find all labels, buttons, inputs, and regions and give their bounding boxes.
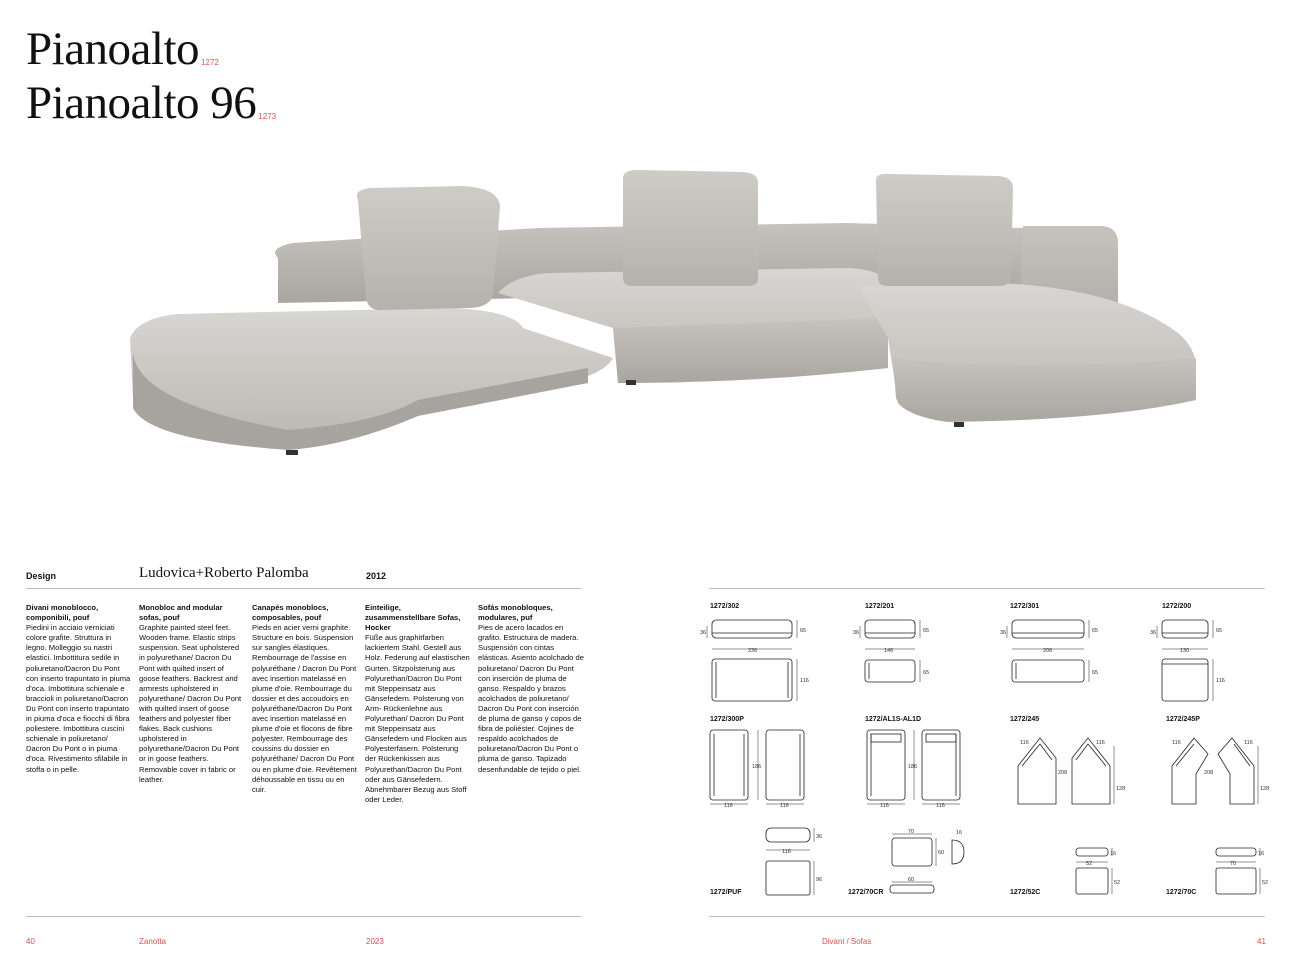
dim-label: 186 xyxy=(752,764,762,770)
dim-label: 116 xyxy=(800,678,809,684)
dim-label: 116 xyxy=(880,803,889,809)
dim-label: 116 xyxy=(724,803,733,809)
dim-label: 36 xyxy=(1000,630,1007,636)
dim-label: 208 xyxy=(1058,770,1068,776)
drawing-1272-PUF xyxy=(766,828,822,895)
divider-left xyxy=(26,588,581,589)
drawing-code: 1272/201 xyxy=(865,603,895,610)
dim-label: 36 xyxy=(700,630,707,636)
page-number-left: 40 xyxy=(26,937,35,946)
description-de xyxy=(365,603,471,805)
sofa-photo xyxy=(118,168,1208,468)
description-body: Graphite painted steel feet. Wooden frame. Elastic strips suspension. Seat upholstered in polyurethane/ Dacron Du Pont with quilted insert of goose feathers. Backrest and armrests upholstered in polyurethane/ Dacron Du Pont with quilted insert of goose feathers and polyester fiber flakes. Back cushions upholstered in polyurethane/Dacron Du Pont or in goose feathers. Removable cover in fabric or leather. xyxy=(139,623,242,784)
dim-label: 36 xyxy=(816,834,823,840)
dim-label: 96 xyxy=(816,877,823,883)
dim-label: 36 xyxy=(853,630,860,636)
dim-label: 128 xyxy=(1260,786,1270,792)
dim-label: 146 xyxy=(884,648,894,654)
dim-label: 16 xyxy=(1110,851,1117,857)
drawing-1272-AL1S-AL1D xyxy=(867,730,960,809)
description-heading: Sofás monobloques, modulares, puf xyxy=(478,603,553,623)
drawing-1272-302 xyxy=(700,620,809,701)
dim-label: 116 xyxy=(1216,678,1225,684)
drawing-1272-300P xyxy=(710,730,804,809)
dim-label: 116 xyxy=(1244,740,1253,746)
description-body: Pies de acero lacados en grafito. Estructura de madera. Suspensión con cintas elásticas. Asiento acolchado de poliuretano/ Dacron Du Pont con inserción de pluma de ganso. Respaldo y brazos acolchados de poliuretano/ Dacron Du Pont con inserción de pluma de ganso y copos de fibra de poliéster. Cojines de respaldo acolchados de poliuretano/Dacron Du Pont o pluma de ganso. Tapizado desenfundable de tejido o piel. xyxy=(478,623,584,774)
dim-label: 52 xyxy=(1114,880,1121,886)
dim-label: 16 xyxy=(1258,851,1265,857)
dim-label: 65 xyxy=(1092,628,1099,634)
description-body: Pieds en acier verni graphite. Structure en bois. Suspension sur sangles élastiques. Rembourrage de l'assise en polyuréthane / Dacron Du Pont avec insertion matelassé en plume d'oie. Rembourrage du dossier et des accoudoirs en polyuréthane/Dacron Du Pont avec insertion matelassé en plume d'oie et flocons de fibre polyester. Rembourrage des coussins du dossier en polyuréthane/ Dacron Du Pont ou en plume d'oie. Revêtement déhoussable en tissu ou en cuir. xyxy=(252,623,357,794)
dim-label: 52 xyxy=(1262,880,1269,886)
drawing-code: 1272/200 xyxy=(1162,603,1192,610)
design-label: Design xyxy=(26,571,57,581)
dim-label: 116 xyxy=(780,803,789,809)
drawing-code: 1272/300P xyxy=(710,716,744,723)
dim-label: 128 xyxy=(1116,786,1126,792)
dim-label: 65 xyxy=(1092,670,1099,676)
design-year: 2012 xyxy=(366,571,387,581)
designer-name: Ludovica+Roberto Palomba xyxy=(139,565,309,581)
dim-label: 130 xyxy=(1180,648,1190,654)
drawing-code: 1272/52C xyxy=(1010,889,1041,896)
sofa-illustration xyxy=(118,168,1208,468)
footer-divider-right xyxy=(709,916,1265,917)
dim-label: 36 xyxy=(1150,630,1157,636)
product-title-1 xyxy=(26,22,276,76)
footer-brand: Zanotta xyxy=(139,937,167,946)
drawing-1272-70C xyxy=(1216,848,1268,894)
page-number-right: 41 xyxy=(1257,937,1266,946)
dim-label: 65 xyxy=(1216,628,1223,634)
dim-label: 116 xyxy=(1096,740,1105,746)
drawing-code: 1272/70CR xyxy=(848,889,884,896)
description-heading: Einteilige, zusammenstellbare Sofas, Hocker xyxy=(365,603,461,633)
description-fr xyxy=(252,603,358,795)
dim-label: 65 xyxy=(923,628,930,634)
description-es xyxy=(478,603,584,775)
description-heading: Canapés monoblocs, composables, pouf xyxy=(252,603,329,623)
description-body: Füße aus graphitfarben lackiertem Stahl. Gestell aus Holz. Federung auf elastischen Gurten. Sitzpolsterung aus Polyurethan/Dacron Du Pont mit Steppeinsatz aus Gänsefedern. Polsterung von Arm- Rückenlehne aus Polyurethan/ Dacron Du Pont mit Steppeinsatz aus Gänsefedern und Flocken aus Polyesterfasern. Polsterung der Rückenkissen aus Polyurethan/Dacron Du Pont oder aus Gänsefedern. Abnehmbarer Bezug aus Stoff oder Leder. xyxy=(365,633,470,804)
dim-label: 116 xyxy=(936,803,945,809)
description-body: Piedini in acciaio verniciati colore grafite. Struttura in legno. Molleggio su nastri elastici. Imbottitura sedile in poliuretano/Dacron Du Pont con inserto trapuntato in piuma d'oca. Imbottitura schienale e braccioli in poliuretano/Dacron Du Pont con inserto trapuntato in piuma d'oca e fiocchi di fibra poliestere. Imbottitura cuscini schienale in poliuretano/ Dacron Du Pont o in piuma d'oca. Rivestimento sfilabile in stoffa o in pelle. xyxy=(26,623,131,774)
dim-label: 206 xyxy=(1043,648,1053,654)
drawing-code: 1272/245 xyxy=(1010,716,1040,723)
footer-section: Divani / Sofas xyxy=(822,937,872,946)
title-text-2: Pianoalto 96 xyxy=(26,77,257,129)
product-code-1: 1272 xyxy=(201,58,219,67)
dim-label: 60 xyxy=(938,850,945,856)
dim-label: 208 xyxy=(1204,770,1214,776)
drawing-code: 1272/301 xyxy=(1010,603,1040,610)
dim-label: 116 xyxy=(1020,740,1029,746)
title-text-1: Pianoalto xyxy=(26,23,200,75)
dim-label: 52 xyxy=(1086,861,1093,867)
drawing-code: 1272/AL1S-AL1D xyxy=(865,716,922,723)
dim-label: 116 xyxy=(1172,740,1181,746)
divider-right xyxy=(709,588,1265,589)
dim-label: 16 xyxy=(956,830,963,836)
description-heading: Monobloc and modular sofas, pouf xyxy=(139,603,223,623)
drawing-code: 1272/245P xyxy=(1166,716,1200,723)
product-code-2: 1273 xyxy=(258,112,277,121)
drawing-code: 1272/70C xyxy=(1166,889,1197,896)
dim-label: 65 xyxy=(923,670,930,676)
description-heading: Divani monoblocco, componibili, pouf xyxy=(26,603,99,623)
dim-label: 70 xyxy=(1230,861,1237,867)
drawing-1272-201 xyxy=(853,620,929,682)
drawing-1272-301 xyxy=(1000,620,1098,682)
drawing-1272-245 xyxy=(1018,738,1125,804)
drawing-1272-52C xyxy=(1076,848,1120,894)
dim-label: 186 xyxy=(908,764,918,770)
dim-label: 60 xyxy=(908,877,915,883)
drawing-1272-200 xyxy=(1150,620,1225,701)
product-title-2 xyxy=(26,76,276,130)
footer-divider-left xyxy=(26,916,581,917)
drawing-code: 1272/PUF xyxy=(710,889,742,896)
dim-label: 65 xyxy=(800,628,807,634)
footer-year: 2023 xyxy=(366,937,384,946)
title-block xyxy=(26,22,276,130)
drawing-code: 1272/302 xyxy=(710,603,740,610)
dim-label: 236 xyxy=(748,648,758,654)
description-it xyxy=(26,603,132,775)
dim-label: 70 xyxy=(908,829,915,835)
drawing-1272-245P xyxy=(1172,738,1269,804)
technical-drawings xyxy=(700,596,1270,906)
drawing-1272-70CR xyxy=(890,829,964,893)
description-en xyxy=(139,603,245,785)
dim-label: 116 xyxy=(782,849,791,855)
